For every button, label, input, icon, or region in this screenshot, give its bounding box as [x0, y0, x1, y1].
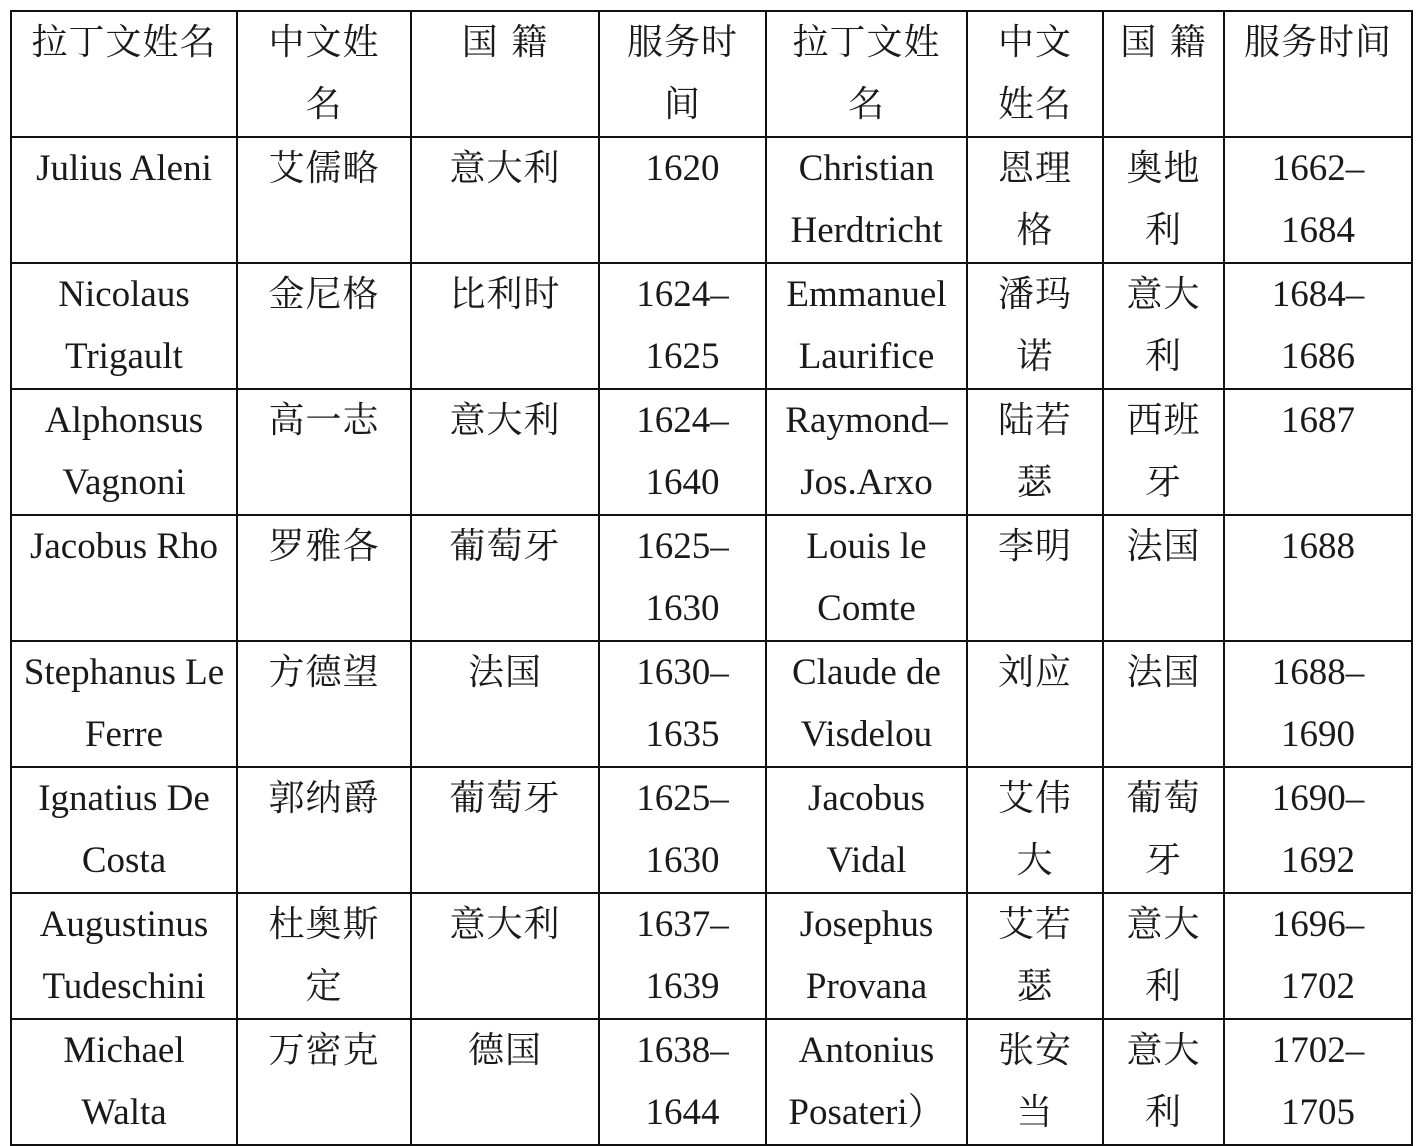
table-cell — [11, 263, 237, 389]
table-cell — [411, 1019, 599, 1145]
cell-text: Alphonsus — [44, 400, 204, 441]
cell-text: 名 — [305, 84, 343, 125]
cell-text: 1625 — [645, 336, 720, 377]
cell-text: 法国 — [1126, 526, 1201, 567]
cell-text: 葡萄牙 — [449, 778, 561, 819]
cell-text: 奥地 — [1126, 148, 1201, 189]
table-cell — [967, 137, 1103, 263]
table-cell — [11, 641, 237, 767]
header-cell — [967, 11, 1103, 137]
cell-text: 姓名 — [997, 84, 1072, 125]
table-cell — [1224, 389, 1412, 515]
cell-text: 1630 — [645, 588, 720, 629]
table-cell — [967, 1019, 1103, 1145]
cell-text: Costa — [81, 840, 167, 881]
table-row — [11, 1019, 1412, 1145]
cell-text: Vagnoni — [62, 462, 186, 503]
cell-text: 1624– — [636, 400, 729, 441]
table-cell — [11, 389, 237, 515]
cell-text: Walta — [81, 1092, 167, 1133]
cell-text: 意大利 — [449, 904, 561, 945]
cell-text: Ferre — [84, 714, 164, 755]
table-cell — [11, 1019, 237, 1145]
cell-text: 中文姓 — [268, 22, 380, 63]
cell-text: 意大利 — [449, 400, 561, 441]
cell-text: Emmanuel — [786, 274, 947, 315]
cell-text: 万密克 — [268, 1030, 380, 1071]
header-row — [11, 11, 1412, 137]
table-cell — [1224, 515, 1412, 641]
table-cell — [1103, 515, 1224, 641]
cell-text: 1705 — [1281, 1092, 1355, 1133]
cell-text: 艾若 — [997, 904, 1072, 945]
table-cell — [411, 641, 599, 767]
cell-text: 1639 — [645, 966, 720, 1007]
table-cell — [1103, 263, 1224, 389]
cell-text: 拉丁文姓 — [792, 22, 941, 63]
table-row — [11, 263, 1412, 389]
cell-text: 利 — [1144, 336, 1182, 377]
cell-text: 郭纳爵 — [268, 778, 380, 819]
table-cell — [599, 1019, 766, 1145]
table-row — [11, 137, 1412, 263]
cell-text: 意大 — [1126, 1030, 1201, 1071]
cell-text: 意大利 — [449, 148, 561, 189]
cell-text: 罗雅各 — [268, 526, 380, 567]
table-cell — [766, 767, 967, 893]
cell-text: 当 — [1016, 1092, 1054, 1133]
table-cell — [237, 389, 411, 515]
cell-text: 格 — [1016, 210, 1054, 251]
cell-text: 潘玛 — [997, 274, 1072, 315]
cell-text: Augustinus — [39, 904, 209, 945]
cell-text: 诺 — [1016, 336, 1054, 377]
cell-text: Claude de — [792, 652, 941, 693]
cell-text: Josephus — [799, 904, 934, 945]
cell-text: 1688– — [1271, 652, 1365, 693]
cell-text: 西班 — [1126, 400, 1201, 441]
table-cell — [1224, 893, 1412, 1019]
cell-text: 张安 — [997, 1030, 1072, 1071]
table-cell — [411, 137, 599, 263]
table-row — [11, 893, 1412, 1019]
header-cell — [411, 11, 599, 137]
table-cell — [599, 263, 766, 389]
cell-text: 刘应 — [997, 652, 1072, 693]
table-cell — [766, 893, 967, 1019]
cell-text: Laurifice — [798, 336, 935, 377]
cell-text: 1687 — [1281, 400, 1355, 441]
cell-text: Raymond– — [785, 400, 948, 441]
table-cell — [411, 767, 599, 893]
cell-text: 1696– — [1271, 904, 1365, 945]
cell-text: 法国 — [1126, 652, 1201, 693]
cell-text: 陆若 — [997, 400, 1072, 441]
table-row — [11, 641, 1412, 767]
table-cell — [766, 515, 967, 641]
table-cell — [237, 137, 411, 263]
table-cell — [599, 515, 766, 641]
cell-text: 服务时 — [626, 22, 738, 63]
header-cell — [1103, 11, 1224, 137]
table-cell — [599, 893, 766, 1019]
cell-text: 1692 — [1281, 840, 1355, 881]
cell-text: Posateri） — [788, 1092, 945, 1133]
cell-text: Tudeschini — [42, 966, 206, 1007]
cell-text: Antonius — [798, 1030, 935, 1071]
table-cell — [1103, 767, 1224, 893]
cell-text: 牙 — [1144, 840, 1182, 881]
cell-text: 1686 — [1281, 336, 1355, 377]
table-cell — [1103, 1019, 1224, 1145]
cell-text: 1684– — [1271, 274, 1365, 315]
cell-text: 1644 — [645, 1092, 720, 1133]
cell-text: 杜奥斯 — [268, 904, 380, 945]
table-cell — [967, 389, 1103, 515]
cell-text: 大 — [1016, 840, 1054, 881]
table-cell — [11, 137, 237, 263]
table-cell — [967, 641, 1103, 767]
cell-text: Michael — [63, 1030, 185, 1071]
cell-text: 1624– — [636, 274, 729, 315]
missionaries-table — [10, 10, 1413, 1146]
cell-text: 法国 — [467, 652, 542, 693]
table-cell — [237, 515, 411, 641]
cell-text: 1684 — [1281, 210, 1355, 251]
cell-text: 比利时 — [449, 274, 561, 315]
cell-text: 李明 — [997, 526, 1072, 567]
cell-text: 利 — [1144, 1092, 1182, 1133]
cell-text: Provana — [805, 966, 928, 1007]
cell-text: 1690– — [1271, 778, 1365, 819]
cell-text: 1630 — [645, 840, 720, 881]
table-cell — [599, 641, 766, 767]
cell-text: 金尼格 — [268, 274, 380, 315]
table-cell — [237, 641, 411, 767]
cell-text: 意大 — [1126, 904, 1201, 945]
table-cell — [11, 767, 237, 893]
table-cell — [766, 389, 967, 515]
cell-text: 瑟 — [1016, 966, 1054, 1007]
header-cell — [1224, 11, 1412, 137]
cell-text: 间 — [663, 84, 701, 125]
cell-text: Louis le — [806, 526, 927, 567]
cell-text: 1637– — [636, 904, 729, 945]
table-cell — [237, 767, 411, 893]
cell-text: 1638– — [636, 1030, 729, 1071]
cell-text: 艾伟 — [997, 778, 1072, 819]
cell-text: 德国 — [467, 1030, 542, 1071]
table-cell — [11, 893, 237, 1019]
cell-text: 名 — [847, 84, 885, 125]
cell-text: Julius Aleni — [36, 148, 212, 189]
table-cell — [1103, 893, 1224, 1019]
table-cell — [967, 893, 1103, 1019]
table-cell — [599, 137, 766, 263]
table-cell — [411, 515, 599, 641]
cell-text: 1702 — [1281, 966, 1355, 1007]
cell-text: 1688 — [1281, 526, 1355, 567]
cell-text: Herdtricht — [790, 210, 943, 251]
table-cell — [766, 263, 967, 389]
cell-text: 1635 — [645, 714, 720, 755]
table-cell — [766, 1019, 967, 1145]
table-cell — [599, 389, 766, 515]
cell-text: 国 籍 — [1120, 22, 1207, 63]
cell-text: Trigault — [65, 336, 183, 377]
cell-text: 葡萄 — [1126, 778, 1201, 819]
cell-text: 1630– — [636, 652, 729, 693]
cell-text: 1625– — [636, 526, 729, 567]
table-cell — [237, 1019, 411, 1145]
table-cell — [11, 515, 237, 641]
table-row — [11, 515, 1412, 641]
table-row — [11, 389, 1412, 515]
cell-text: 中文 — [997, 22, 1072, 63]
cell-text: Vidal — [826, 840, 907, 881]
table-cell — [766, 137, 967, 263]
table-cell — [1224, 641, 1412, 767]
cell-text: Comte — [817, 588, 916, 629]
cell-text: Visdelou — [800, 714, 933, 755]
cell-text: Ignatius De — [38, 778, 210, 819]
cell-text: 恩理 — [997, 148, 1072, 189]
cell-text: 高一志 — [268, 400, 380, 441]
table-row — [11, 767, 1412, 893]
cell-text: 1662– — [1271, 148, 1365, 189]
cell-text: 1640 — [645, 462, 720, 503]
cell-text: 服务时间 — [1243, 22, 1392, 63]
table-cell — [1224, 1019, 1412, 1145]
cell-text: 艾儒略 — [268, 148, 380, 189]
cell-text: 国 籍 — [461, 22, 549, 63]
table-cell — [1103, 137, 1224, 263]
table-cell — [411, 263, 599, 389]
header-cell — [237, 11, 411, 137]
table-cell — [411, 389, 599, 515]
table-cell — [1224, 263, 1412, 389]
cell-text: 利 — [1144, 210, 1182, 251]
cell-text: 拉丁文姓名 — [31, 22, 217, 63]
cell-text: 方德望 — [268, 652, 380, 693]
table-cell — [1224, 767, 1412, 893]
table-cell — [766, 641, 967, 767]
table-cell — [237, 893, 411, 1019]
cell-text: Christian — [798, 148, 935, 189]
cell-text: Nicolaus — [58, 274, 190, 315]
cell-text: 牙 — [1144, 462, 1182, 503]
cell-text: 1690 — [1281, 714, 1355, 755]
cell-text: Stephanus Le — [23, 652, 225, 693]
cell-text: 瑟 — [1016, 462, 1054, 503]
cell-text: Jacobus — [807, 778, 926, 819]
table-cell — [967, 263, 1103, 389]
table-cell — [967, 515, 1103, 641]
table-cell — [411, 893, 599, 1019]
cell-text: 利 — [1144, 966, 1182, 1007]
cell-text: 葡萄牙 — [449, 526, 561, 567]
table-cell — [1224, 137, 1412, 263]
table-cell — [1103, 641, 1224, 767]
header-cell — [11, 11, 237, 137]
cell-text: 1620 — [645, 148, 720, 189]
table-cell — [967, 767, 1103, 893]
table-cell — [237, 263, 411, 389]
table-cell — [1103, 389, 1224, 515]
header-cell — [599, 11, 766, 137]
table-cell — [599, 767, 766, 893]
header-cell — [766, 11, 967, 137]
cell-text: 1625– — [636, 778, 729, 819]
cell-text: Jacobus Rho — [29, 526, 219, 567]
cell-text: Jos.Arxo — [800, 462, 933, 503]
cell-text: 1702– — [1271, 1030, 1365, 1071]
cell-text: 意大 — [1126, 274, 1201, 315]
cell-text: 定 — [305, 966, 343, 1007]
